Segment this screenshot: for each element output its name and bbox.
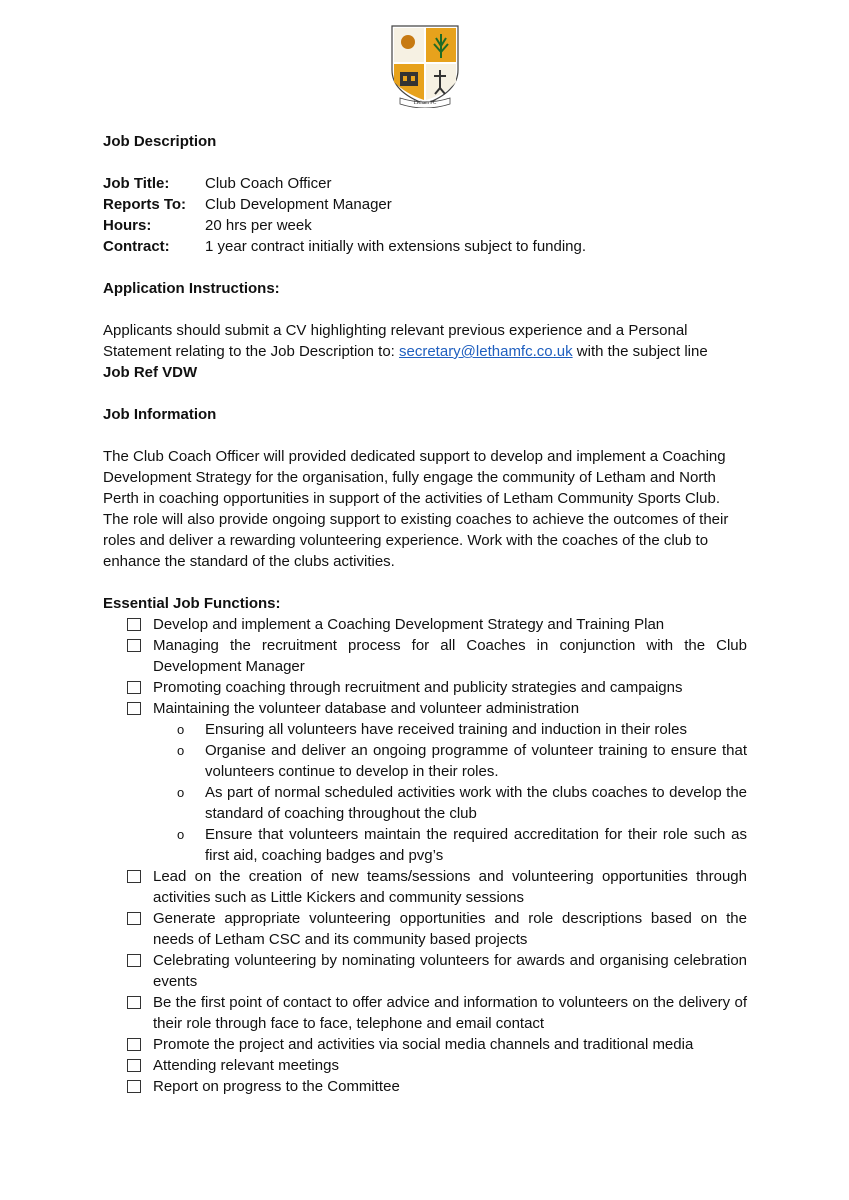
sub-list-item-text: Ensuring all volunteers have received training and induction in their roles xyxy=(205,721,687,738)
crest-banner-text: Letham FC xyxy=(413,101,437,106)
job-description-heading: Job Description xyxy=(103,133,217,150)
email-link[interactable]: secretary@lethamfc.co.uk xyxy=(399,343,573,360)
club-crest-logo xyxy=(384,22,466,108)
document-body xyxy=(103,131,747,1097)
list-item xyxy=(103,614,747,635)
essential-functions-heading: Essential Job Functions: xyxy=(103,595,281,612)
list-item xyxy=(103,1055,747,1076)
list-item-text: Develop and implement a Coaching Development Strategy and Training Plan xyxy=(153,616,665,633)
application-heading: Application Instructions: xyxy=(103,280,280,297)
bullet-box-icon xyxy=(127,618,141,631)
list-item xyxy=(103,1034,747,1055)
crest-castle xyxy=(400,72,418,86)
essential-functions-list xyxy=(103,614,747,719)
job-details xyxy=(103,173,747,257)
detail-row-contract xyxy=(103,236,747,257)
circle-bullet-icon: o xyxy=(177,743,185,758)
list-item xyxy=(103,950,747,992)
bullet-box-icon xyxy=(127,639,141,652)
bullet-box-icon xyxy=(127,870,141,883)
list-item-text: Report on progress to the Committee xyxy=(153,1078,400,1095)
list-item-text: Celebrating volunteering by nominating volunteers for awards and organising celebration events xyxy=(153,952,747,990)
list-item xyxy=(103,677,747,698)
list-item-text: Promote the project and activities via social media channels and traditional media xyxy=(153,1036,694,1053)
bullet-box-icon xyxy=(127,1059,141,1072)
job-information-text: The Club Coach Officer will provided dedicated support to develop and implement a Coaching Development Strategy for the organisation, fully engage the community of Letham and North Perth in coaching opportunities in support of the activities of Letham Community Sports Club. The role will also provide ongoing support to existing coaches to achieve the outcomes of their roles and deliver a rewarding volunteering experience. Work with the coaches of the club to enhance the standard of the clubs activities. xyxy=(103,448,729,570)
application-text xyxy=(103,320,747,383)
detail-value: 20 hrs per week xyxy=(205,217,312,234)
bullet-box-icon xyxy=(127,1038,141,1051)
detail-label: Job Title: xyxy=(103,175,170,192)
list-item-text: Attending relevant meetings xyxy=(153,1057,339,1074)
detail-value: Club Coach Officer xyxy=(205,175,332,192)
circle-bullet-icon: o xyxy=(177,827,185,842)
sub-list-item xyxy=(103,719,747,740)
bullet-box-icon xyxy=(127,681,141,694)
list-item-text: Maintaining the volunteer database and volunteer administration xyxy=(153,700,580,717)
circle-bullet-icon: o xyxy=(177,722,185,737)
list-item xyxy=(103,1076,747,1097)
list-item xyxy=(103,866,747,908)
application-text-part: with the subject line xyxy=(572,343,708,360)
sub-list-item-text: Ensure that volunteers maintain the required accreditation for their role such as first aid, coaching badges and pvg’s xyxy=(205,826,747,864)
detail-label: Reports To: xyxy=(103,196,187,213)
bullet-box-icon xyxy=(127,954,141,967)
sub-list-item xyxy=(103,782,747,824)
list-item-text: Be the first point of contact to offer advice and information to volunteers on the delivery of their role through face to face, telephone and email contact xyxy=(153,994,747,1032)
sub-list-item xyxy=(103,824,747,866)
list-item xyxy=(103,635,747,677)
bullet-box-icon xyxy=(127,1080,141,1093)
crest-lion-head xyxy=(401,35,415,49)
job-reference: Job Ref VDW xyxy=(103,364,198,381)
circle-bullet-icon: o xyxy=(177,785,185,800)
application-text-part: Applicants should submit a CV highlighting relevant previous experience and a Personal Statement relating to the Job Description to: xyxy=(103,322,688,360)
list-item-text: Managing the recruitment process for all Coaches in conjunction with the Club Development Manager xyxy=(153,637,747,675)
bullet-box-icon xyxy=(127,702,141,715)
detail-value: 1 year contract initially with extensions subject to funding. xyxy=(205,238,587,255)
list-item xyxy=(103,698,747,719)
list-item xyxy=(103,992,747,1034)
sub-list-item-text: As part of normal scheduled activities work with the clubs coaches to develop the standard of coaching throughout the club xyxy=(205,784,747,822)
bullet-box-icon xyxy=(127,912,141,925)
volunteer-sub-list xyxy=(103,719,747,866)
detail-label: Contract: xyxy=(103,238,170,255)
list-item-text: Lead on the creation of new teams/sessions and volunteering opportunities through activities such as Little Kickers and community sessions xyxy=(153,868,747,906)
detail-label: Hours: xyxy=(103,217,152,234)
detail-row-reports-to xyxy=(103,194,747,215)
list-item xyxy=(103,908,747,950)
bullet-box-icon xyxy=(127,996,141,1009)
sub-list-item-text: Organise and deliver an ongoing programme of volunteer training to ensure that volunteers continue to develop in their roles. xyxy=(205,742,747,780)
detail-row-hours xyxy=(103,215,747,236)
list-item-text: Promoting coaching through recruitment and publicity strategies and campaigns xyxy=(153,679,683,696)
job-information-heading: Job Information xyxy=(103,406,217,423)
detail-value: Club Development Manager xyxy=(205,196,392,213)
list-item-text: Generate appropriate volunteering opportunities and role descriptions based on the needs of Letham CSC and its community based projects xyxy=(153,910,747,948)
essential-functions-list-continued xyxy=(103,866,747,1097)
detail-row-job-title xyxy=(103,173,747,194)
sub-list-item xyxy=(103,740,747,782)
